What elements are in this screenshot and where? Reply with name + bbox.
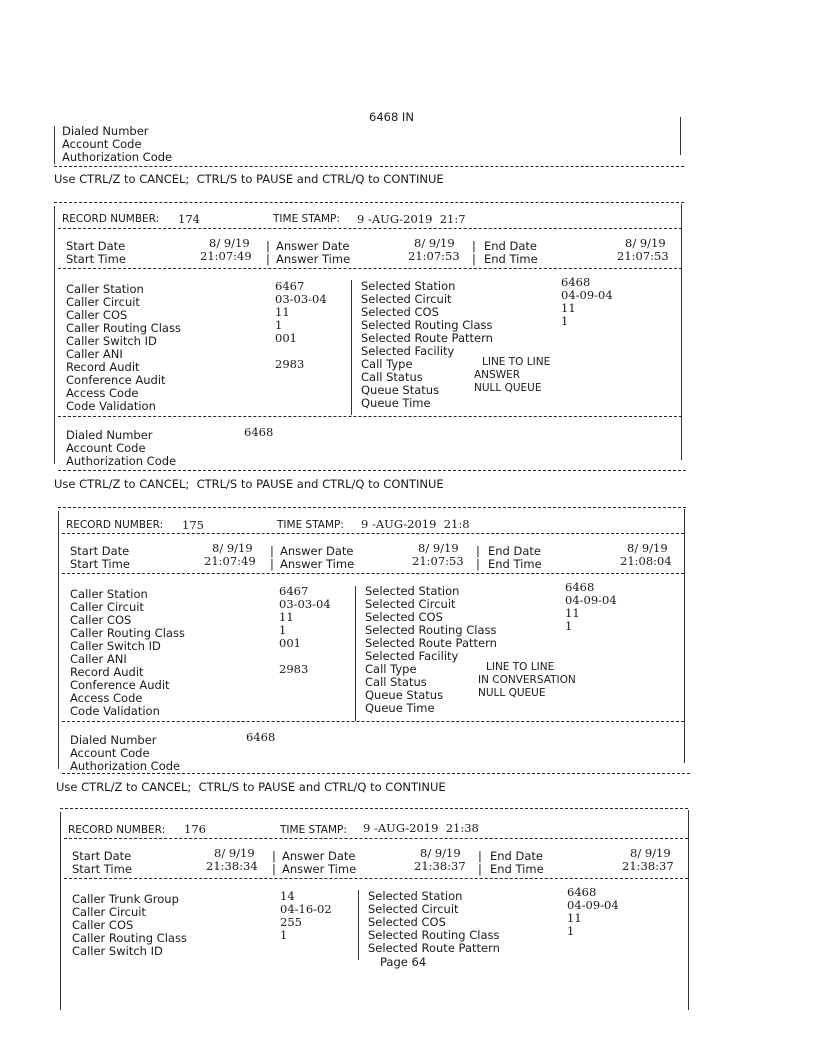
selected-circuit-label: Selected Circuit: [365, 597, 456, 611]
call-type-label: Call Type: [365, 662, 417, 676]
caller-station-label: Caller Station: [70, 587, 148, 601]
answer-time-value: 21:38:37: [414, 859, 466, 873]
end-time-value: 21:07:53: [617, 249, 669, 263]
selected-circuit-value: 04-09-04: [565, 593, 617, 607]
start-time-label: Start Time: [66, 252, 126, 266]
selected-circuit-value: 04-09-04: [567, 898, 619, 912]
call-status-label: Call Status: [365, 675, 427, 689]
caller-circuit-value: 03-03-04: [279, 597, 331, 611]
caller-routing-class-label: Caller Routing Class: [72, 931, 187, 945]
separator: |: [270, 544, 274, 558]
caller-station-value: 6467: [279, 584, 309, 598]
end-time-label: End Time: [484, 252, 538, 266]
end-time-value: 21:38:37: [622, 859, 674, 873]
border-left: [54, 126, 55, 164]
record-number-value: 176: [184, 822, 206, 836]
caller-ani-label: Caller ANI: [66, 347, 123, 361]
caller-switch-id-label: Caller Switch ID: [72, 944, 163, 958]
separator: |: [478, 862, 482, 876]
divider: [58, 228, 682, 229]
queue-status-label: Queue Status: [365, 688, 444, 702]
start-time-value: 21:38:34: [206, 859, 258, 873]
start-date-label: Start Date: [72, 849, 132, 863]
border-right: [680, 117, 681, 155]
account-code-label: Account Code: [62, 137, 142, 151]
start-time-label: Start Time: [72, 862, 132, 876]
record-audit-label: Record Audit: [70, 665, 144, 679]
caller-trunk-group-label: Caller Trunk Group: [72, 892, 179, 906]
dialed-number-label: Dialed Number: [66, 428, 153, 442]
end-date-label: End Date: [484, 239, 537, 253]
divider: [58, 268, 682, 269]
selected-routing-class-label: Selected Routing Class: [365, 623, 497, 637]
selected-circuit-label: Selected Circuit: [368, 902, 459, 916]
end-date-label: End Date: [490, 849, 543, 863]
code-validation-label: Code Validation: [70, 704, 160, 718]
selected-station-label: Selected Station: [365, 584, 460, 598]
divider: [58, 470, 686, 471]
record-audit-value: 2983: [279, 662, 309, 676]
border-right: [688, 810, 689, 1010]
border-left: [60, 812, 61, 1010]
selected-station-value: 6468: [567, 885, 597, 899]
caller-circuit-value: 04-16-02: [280, 902, 332, 916]
selected-cos-label: Selected COS: [368, 915, 446, 929]
record-number-label: RECORD NUMBER:: [68, 824, 166, 836]
caller-circuit-label: Caller Circuit: [72, 905, 146, 919]
caller-circuit-label: Caller Circuit: [66, 295, 140, 309]
caller-switch-id-value: 001: [279, 636, 301, 650]
caller-cos-label: Caller COS: [70, 613, 132, 627]
record-number-label: RECORD NUMBER:: [62, 213, 160, 225]
end-date-value: 8/ 9/19: [625, 236, 666, 250]
start-date-label: Start Date: [66, 239, 126, 253]
dialed-number-value: 6468: [244, 425, 274, 439]
start-date-value: 8/ 9/19: [212, 541, 253, 555]
caller-trunk-group-value: 14: [280, 889, 295, 903]
caller-circuit-label: Caller Circuit: [70, 600, 144, 614]
end-date-value: 8/ 9/19: [630, 846, 671, 860]
selected-route-pattern-label: Selected Route Pattern: [361, 331, 493, 345]
answer-time-label: Answer Time: [282, 862, 357, 876]
caller-switch-id-value: 001: [275, 331, 297, 345]
answer-time-label: Answer Time: [280, 557, 355, 571]
separator: |: [266, 239, 270, 253]
selected-cos-label: Selected COS: [361, 305, 439, 319]
end-date-label: End Date: [488, 544, 541, 558]
call-type-value: LINE TO LINE: [486, 661, 555, 673]
start-date-value: 8/ 9/19: [209, 236, 250, 250]
divider: [58, 507, 686, 508]
caller-routing-class-label: Caller Routing Class: [66, 321, 181, 335]
caller-circuit-value: 03-03-04: [275, 292, 327, 306]
separator: |: [272, 849, 276, 863]
answer-time-value: 21:07:53: [412, 554, 464, 568]
end-date-value: 8/ 9/19: [627, 541, 668, 555]
caller-cos-label: Caller COS: [66, 308, 128, 322]
selected-station-label: Selected Station: [368, 889, 463, 903]
call-status-value: IN CONVERSATION: [478, 674, 576, 686]
time-stamp-label: TIME STAMP:: [280, 824, 347, 836]
selected-routing-class-label: Selected Routing Class: [368, 928, 500, 942]
start-time-value: 21:07:49: [200, 249, 252, 263]
separator: |: [478, 849, 482, 863]
account-code-label: Account Code: [70, 746, 150, 760]
authorization-code-label: Authorization Code: [66, 454, 177, 468]
start-time-label: Start Time: [70, 557, 130, 571]
end-time-label: End Time: [488, 557, 542, 571]
answer-date-value: 8/ 9/19: [418, 541, 459, 555]
answer-date-label: Answer Date: [280, 544, 354, 558]
separator: |: [270, 557, 274, 571]
column-separator: [358, 890, 359, 960]
start-date-label: Start Date: [70, 544, 130, 558]
start-time-value: 21:07:49: [204, 554, 256, 568]
divider: [54, 166, 684, 167]
page-number: Page 64: [380, 955, 427, 969]
caller-switch-id-label: Caller Switch ID: [70, 639, 161, 653]
divider: [60, 808, 688, 809]
selected-circuit-value: 04-09-04: [561, 288, 613, 302]
selected-routing-class-label: Selected Routing Class: [361, 318, 493, 332]
selected-route-pattern-label: Selected Route Pattern: [365, 636, 497, 650]
divider: [64, 838, 688, 839]
caller-cos-value: 11: [275, 305, 290, 319]
selected-routing-class-value: 1: [561, 314, 569, 328]
border-right: [684, 509, 685, 763]
caller-station-value: 6467: [275, 279, 305, 293]
time-stamp-label: TIME STAMP:: [277, 519, 344, 531]
control-hint: Use CTRL/Z to CANCEL; CTRL/S to PAUSE and CTRL/Q to CONTINUE: [54, 477, 444, 491]
selected-cos-value: 11: [565, 606, 580, 620]
separator: |: [472, 239, 476, 253]
time-stamp-value: 9 -AUG-2019 21:38: [363, 821, 479, 835]
caller-cos-value: 255: [280, 915, 302, 929]
selected-cos-value: 11: [561, 301, 576, 315]
control-hint: Use CTRL/Z to CANCEL; CTRL/S to PAUSE and CTRL/Q to CONTINUE: [54, 172, 444, 186]
answer-time-value: 21:07:53: [408, 249, 460, 263]
end-time-label: End Time: [490, 862, 544, 876]
authorization-code-label: Authorization Code: [62, 150, 173, 164]
divider: [62, 773, 690, 774]
caller-cos-value: 11: [279, 610, 294, 624]
separator: |: [266, 252, 270, 266]
answer-time-label: Answer Time: [276, 252, 351, 266]
border-right: [681, 204, 682, 460]
answer-date-label: Answer Date: [282, 849, 356, 863]
end-time-value: 21:08:04: [620, 554, 672, 568]
call-type-label: Call Type: [361, 357, 413, 371]
caller-station-label: Caller Station: [66, 282, 144, 296]
queue-time-label: Queue Time: [361, 396, 431, 410]
separator: |: [476, 544, 480, 558]
selected-routing-class-value: 1: [565, 619, 573, 633]
time-stamp-value: 9 -AUG-2019 21:7: [357, 212, 466, 226]
page-header-title: 6468 IN: [369, 110, 414, 124]
selected-station-label: Selected Station: [361, 279, 456, 293]
time-stamp-label: TIME STAMP:: [273, 213, 340, 225]
call-status-value: ANSWER: [474, 369, 521, 381]
queue-status-value: NULL QUEUE: [478, 687, 546, 699]
selected-cos-value: 11: [567, 911, 582, 925]
dialed-number-value: 6468: [246, 730, 276, 744]
code-validation-label: Code Validation: [66, 399, 156, 413]
selected-facility-label: Selected Facility: [365, 649, 459, 663]
separator: |: [472, 252, 476, 266]
separator: |: [272, 862, 276, 876]
divider: [58, 416, 682, 417]
account-code-label: Account Code: [66, 441, 146, 455]
divider: [62, 573, 684, 574]
selected-station-value: 6468: [565, 580, 595, 594]
selected-facility-label: Selected Facility: [361, 344, 455, 358]
record-number-value: 175: [182, 518, 204, 532]
column-separator: [351, 280, 352, 415]
caller-switch-id-label: Caller Switch ID: [66, 334, 157, 348]
border-left: [58, 511, 59, 769]
queue-status-label: Queue Status: [361, 383, 440, 397]
queue-time-label: Queue Time: [365, 701, 435, 715]
call-type-value: LINE TO LINE: [482, 356, 551, 368]
divider: [54, 202, 684, 203]
record-audit-value: 2983: [275, 357, 305, 371]
record-number-label: RECORD NUMBER:: [66, 519, 164, 531]
conference-audit-label: Conference Audit: [70, 678, 170, 692]
caller-routing-class-label: Caller Routing Class: [70, 626, 185, 640]
selected-route-pattern-label: Selected Route Pattern: [368, 941, 500, 955]
answer-date-value: 8/ 9/19: [414, 236, 455, 250]
separator: |: [476, 557, 480, 571]
answer-date-value: 8/ 9/19: [420, 846, 461, 860]
conference-audit-label: Conference Audit: [66, 373, 166, 387]
record-audit-label: Record Audit: [66, 360, 140, 374]
queue-status-value: NULL QUEUE: [474, 382, 542, 394]
access-code-label: Access Code: [70, 691, 143, 705]
dialed-number-label: Dialed Number: [70, 733, 157, 747]
time-stamp-value: 9 -AUG-2019 21:8: [361, 517, 470, 531]
start-date-value: 8/ 9/19: [214, 846, 255, 860]
column-separator: [355, 586, 356, 721]
caller-ani-label: Caller ANI: [70, 652, 127, 666]
authorization-code-label: Authorization Code: [70, 759, 181, 773]
answer-date-label: Answer Date: [276, 239, 350, 253]
selected-cos-label: Selected COS: [365, 610, 443, 624]
divider: [64, 878, 688, 879]
caller-routing-class-value: 1: [280, 928, 288, 942]
selected-station-value: 6468: [561, 275, 591, 289]
dialed-number-label: Dialed Number: [62, 124, 149, 138]
selected-routing-class-value: 1: [567, 924, 575, 938]
caller-routing-class-value: 1: [275, 318, 283, 332]
border-left: [54, 206, 55, 464]
control-hint: Use CTRL/Z to CANCEL; CTRL/S to PAUSE and CTRL/Q to CONTINUE: [56, 780, 446, 794]
caller-cos-label: Caller COS: [72, 918, 134, 932]
divider: [62, 721, 684, 722]
caller-routing-class-value: 1: [279, 623, 287, 637]
access-code-label: Access Code: [66, 386, 139, 400]
selected-circuit-label: Selected Circuit: [361, 292, 452, 306]
record-number-value: 174: [178, 212, 200, 226]
call-status-label: Call Status: [361, 370, 423, 384]
divider: [62, 533, 684, 534]
